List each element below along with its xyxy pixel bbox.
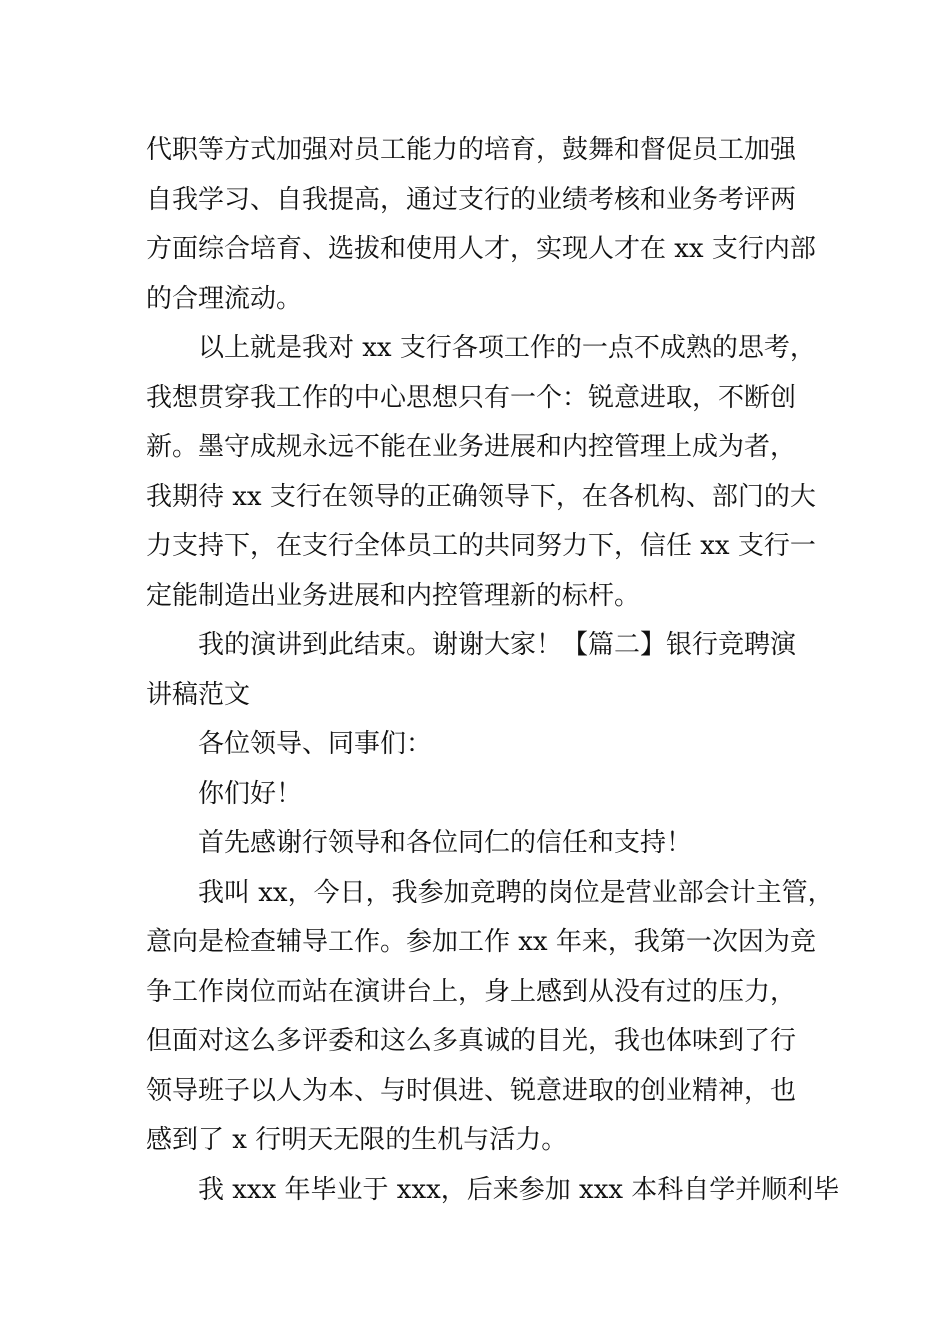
text-line: 讲稿范文: [146, 679, 251, 710]
text-line: 意向是检查辅导工作。参加工作 xx 年来，我第一次因为竞: [146, 927, 816, 957]
paragraph-6: [146, 819, 810, 869]
text-line: 我想贯穿我工作的中心思想只有一个：锐意进取，不断创: [146, 382, 797, 413]
paragraph-1: [146, 126, 816, 324]
text-line: 感到了 x 行明天无限的生机与活力。: [146, 1125, 568, 1155]
text-line: 定能制造出业务进展和内控管理新的标杆。: [146, 580, 641, 611]
text-line: 我叫 xx，今日，我参加竞聘的岗位是营业部会计主管，: [198, 877, 834, 908]
text-line: 的合理流动。: [146, 283, 303, 314]
text-line: 代职等方式加强对员工能力的培育，鼓舞和督促员工加强: [146, 135, 797, 165]
text-line: 首先感谢行领导和各位同仁的信任和支持！: [198, 828, 693, 858]
text-line: 新。墨守成规永远不能在业务进展和内控管理上成为者，: [146, 432, 797, 462]
text-line: 但面对这么多评委和这么多真诚的目光，我也体味到了行: [146, 1026, 797, 1056]
text-line: 你们好！: [198, 778, 303, 809]
text-line: 我期待 xx 支行在领导的正确领导下，在各机构、部门的大: [146, 481, 816, 512]
paragraph-4: [146, 720, 810, 770]
text-line: 自我学习、自我提高，通过支行的业绩考核和业务考评两: [146, 184, 797, 215]
text-line: 力支持下，在支行全体员工的共同努力下，信任 xx 支行一: [146, 531, 816, 561]
text-line: 我的演讲到此结束。谢谢大家！【篇二】银行竞聘演: [198, 630, 797, 660]
document-body: [146, 126, 840, 1215]
text-line: 以上就是我对 xx 支行各项工作的一点不成熟的思考，: [198, 333, 816, 363]
paragraph-3: [146, 621, 810, 720]
text-line: 争工作岗位而站在演讲台上，身上感到从没有过的压力，: [146, 976, 797, 1007]
text-line: 各位领导、同事们：: [198, 729, 433, 759]
text-line: 我 xxx 年毕业于 xxx，后来参加 xxx 本科自学并顺利毕: [198, 1174, 840, 1205]
paragraph-5: [146, 770, 810, 820]
paragraph-7: [146, 869, 834, 1166]
text-line: 方面综合培育、选拔和使用人才，实现人才在 xx 支行内部: [146, 234, 816, 264]
paragraph-8: [146, 1166, 840, 1216]
paragraph-2: [146, 324, 816, 621]
text-line: 领导班子以人为本、与时俱进、锐意进取的创业精神，也: [146, 1075, 797, 1106]
